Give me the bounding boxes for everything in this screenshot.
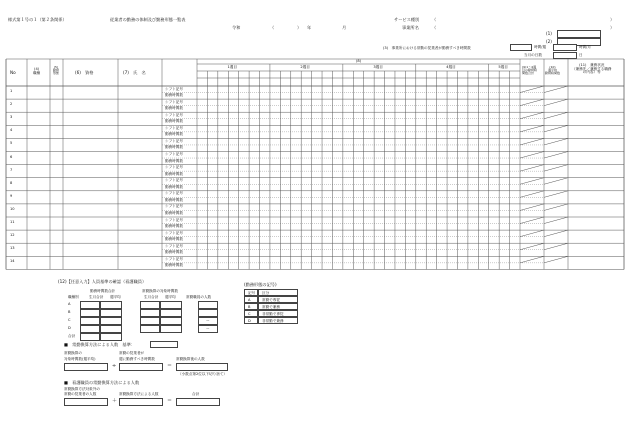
code-division: 非常勤で専従 xyxy=(262,311,284,316)
service-type-close: ） xyxy=(610,17,615,22)
row-number: 1 xyxy=(10,89,13,93)
year-paren-close: ） xyxy=(297,25,302,30)
work-hours-label: 勤務時間数 xyxy=(165,93,183,98)
shift-code-label: シフト記号 xyxy=(165,243,183,248)
nurse-fte-title: ■ 看護職員の常勤換算方法による人数 xyxy=(64,380,140,385)
shift-code-label: シフト記号 xyxy=(165,230,183,235)
row-number: 8 xyxy=(10,180,13,185)
row-number: 10 xyxy=(10,206,15,211)
shift-code-label: シフト記号 xyxy=(165,256,183,261)
fulltime-count-label: 常勤職員の人数 xyxy=(186,295,212,299)
staff-cell[interactable] xyxy=(140,317,160,325)
work-hours-label: 勤務時間数 xyxy=(165,106,183,111)
service-type-label: サービス種別 xyxy=(394,17,420,22)
work-hours-label: 勤務時間数 xyxy=(165,132,183,137)
staff-row-label: 合計 xyxy=(68,334,76,338)
col-name-header: (7) 氏 名 xyxy=(123,70,146,75)
staff-cell[interactable] xyxy=(100,333,122,341)
hours-sum-label: 勤務時間数合計 xyxy=(90,289,116,293)
week-header-3: 3週目 xyxy=(373,65,383,69)
month-label: 月 xyxy=(342,25,347,30)
code-cell xyxy=(258,310,298,317)
col-9-header: (9)1～4週 目の勤務時 間数合計 xyxy=(522,65,538,75)
code-cell xyxy=(244,296,258,303)
col-8-header: (8) xyxy=(356,59,362,63)
office-name-close: ） xyxy=(610,25,615,30)
nf-a-label-2: 常勤の従業者の人数 xyxy=(64,392,97,396)
fte-b-input[interactable] xyxy=(119,363,163,371)
shift-code-label: シフト記号 xyxy=(165,217,183,222)
gen-sum-label-2: 生月合計 xyxy=(144,295,159,299)
col-10-header: (10) 週平均 勤務時間数 xyxy=(545,65,561,75)
staff-cell[interactable] xyxy=(80,317,100,325)
staff-row-label: B xyxy=(68,310,71,314)
work-hours-label: 勤務時間数 xyxy=(165,158,183,163)
week-header-2: 2週目 xyxy=(300,65,310,69)
col-worktype-header: (5) 勤務 形態 xyxy=(53,65,60,75)
staff-row-label: D xyxy=(68,326,71,330)
shift-code-label: シフト記号 xyxy=(165,112,183,117)
code-symbol: C xyxy=(248,311,251,316)
code-symbol: D xyxy=(248,318,251,323)
shift-code-label: シフト記号 xyxy=(165,191,183,196)
staff-cell xyxy=(198,325,218,333)
gen-sum-label: 生月合計 xyxy=(89,295,104,299)
days-unit: 日 xyxy=(579,53,583,57)
row-number: 13 xyxy=(10,246,15,251)
shift-code-label: シフト記号 xyxy=(165,86,183,91)
staff-cell[interactable] xyxy=(80,325,100,333)
equals-sign-2: ＝ xyxy=(167,398,173,404)
dash-mark: ー xyxy=(206,319,210,323)
nf-b-input[interactable] xyxy=(119,398,163,406)
code-cell xyxy=(244,317,258,324)
dash-mark: ー xyxy=(206,327,210,331)
row-number: 4 xyxy=(10,128,13,133)
col-license-header: (6) 資格 xyxy=(75,70,94,75)
plus-sign: ＋ xyxy=(112,398,118,404)
staff-cell[interactable] xyxy=(198,309,218,317)
code-symbol: B xyxy=(248,304,251,309)
staff-cell[interactable] xyxy=(140,325,160,333)
field-3-label: (3) 事業所における常勤の従業者が勤務すべき時間数 xyxy=(383,46,471,50)
service-type-open: （ xyxy=(432,17,437,22)
staff-cell[interactable] xyxy=(198,301,218,309)
code-division: 非常勤で兼務 xyxy=(262,318,284,323)
fte-standard-input[interactable] xyxy=(150,341,178,348)
week-header-5: 5週目 xyxy=(498,65,508,69)
staff-cell xyxy=(198,317,218,325)
week-header-4: 4週目 xyxy=(446,65,456,69)
row-number: 2 xyxy=(10,102,13,107)
shift-code-label: シフト記号 xyxy=(165,165,183,170)
nf-a-input[interactable] xyxy=(64,398,108,406)
field-2-label: (2) xyxy=(546,39,552,44)
col-11-header: (11) 兼務状況 （兼務先／兼務する職務 の内容）等 xyxy=(572,63,612,75)
staff-cell[interactable] xyxy=(160,317,182,325)
shift-code-label: シフト記号 xyxy=(165,138,183,143)
nf-b-label: 常勤換算方法による人数 xyxy=(119,392,159,396)
staff-cell[interactable] xyxy=(100,317,122,325)
year-paren-open: （ xyxy=(270,25,275,30)
divide-sign: ÷ xyxy=(112,363,117,369)
per-month-unit: 時間/月 xyxy=(579,45,591,49)
col-job-header: (4) 職種 xyxy=(33,67,41,75)
code-header-cell xyxy=(258,289,298,296)
work-hours-label: 勤務時間数 xyxy=(165,263,183,268)
work-hours-label: 勤務時間数 xyxy=(165,184,183,189)
code-symbol: A xyxy=(248,297,251,302)
staff-cell[interactable] xyxy=(100,301,122,309)
fte-b-label-2: 週に勤務すべき時間数 xyxy=(119,357,155,361)
row-number: 14 xyxy=(10,259,15,264)
nf-c-output xyxy=(176,398,220,406)
shift-code-label: シフト記号 xyxy=(165,204,183,209)
work-hours-label: 勤務時間数 xyxy=(165,210,183,215)
work-hours-label: 勤務時間数 xyxy=(165,197,183,202)
row-number: 5 xyxy=(10,141,13,146)
fte-a-label-2: 対象時間数(週平均) xyxy=(64,357,96,361)
code-division: 常勤で兼務 xyxy=(262,304,280,309)
staff-cell[interactable] xyxy=(80,301,100,309)
fte-title: ■ 常勤換算方法による人数 基準： xyxy=(64,342,135,347)
work-hours-label: 勤務時間数 xyxy=(165,119,183,124)
work-hours-label: 勤務時間数 xyxy=(165,224,183,229)
shift-code-label: シフト記号 xyxy=(165,178,183,183)
staff-cell[interactable] xyxy=(160,301,182,309)
code-cell xyxy=(244,310,258,317)
staff-row-label: C xyxy=(68,318,71,322)
fte-b-label: 常勤の従業者が xyxy=(119,351,145,355)
code-header-text: 記号 xyxy=(248,290,256,295)
shift-code-label: シフト記号 xyxy=(165,152,183,156)
shift-code-label: シフト記号 xyxy=(165,99,183,104)
staff-cell[interactable] xyxy=(160,325,182,333)
reiwa-label: 令和 xyxy=(232,25,241,30)
work-hours-label: 勤務時間数 xyxy=(165,171,183,176)
row-number: 11 xyxy=(10,220,15,224)
job-label: 職種別 xyxy=(68,295,79,299)
row-number: 6 xyxy=(10,154,13,159)
fte-a-label: 常勤換算の xyxy=(64,351,82,355)
week-avg-label: 週平均 xyxy=(110,295,121,299)
no-header: No xyxy=(10,70,16,75)
work-hours-label: 勤務時間数 xyxy=(165,145,183,150)
year-label: 年 xyxy=(307,25,312,30)
code-cell xyxy=(258,303,298,310)
row-number: 7 xyxy=(10,167,13,172)
code-division: 常勤で専従 xyxy=(262,297,280,302)
week-avg-label-2: 週平均 xyxy=(165,295,176,299)
fte-note: （小数点第2位以下切り捨て） xyxy=(178,372,228,376)
row-number: 12 xyxy=(10,233,15,238)
office-name-label: 事業所名 xyxy=(402,25,419,30)
form-id: 様式第１号の１（第２条関係） xyxy=(8,17,67,22)
office-name-open: （ xyxy=(432,25,437,30)
shift-code-label: シフト記号 xyxy=(165,125,183,130)
days-label: 当月の日数 xyxy=(524,53,542,57)
nf-c-label: 合計 xyxy=(192,392,200,396)
fte-c-output xyxy=(176,363,228,371)
page-title: 従業者の勤務の体制及び勤務形態一覧表 xyxy=(110,17,186,22)
staff-cell[interactable] xyxy=(80,309,100,317)
row-number: 9 xyxy=(10,193,13,198)
code-cell xyxy=(258,317,298,324)
row-number: 3 xyxy=(10,115,13,120)
equals-sign: ＝ xyxy=(167,363,173,369)
code-header-cell xyxy=(244,289,258,296)
work-hours-label: 勤務時間数 xyxy=(165,237,183,242)
fulltime-equiv-label: 常勤換算の対象時間数 xyxy=(142,289,178,293)
staff-cell[interactable] xyxy=(80,333,100,341)
staffing-check-title: (12)【任意入力】人員基準の確認（看護職員） xyxy=(58,279,147,284)
fte-c-label: 常勤換算後の人数 xyxy=(176,357,205,361)
field-1-label: (1) xyxy=(546,31,552,36)
staff-cell[interactable] xyxy=(100,309,122,317)
code-title: (勤務形態の記号) xyxy=(244,282,277,287)
work-hours-label: 勤務時間数 xyxy=(165,250,183,255)
staff-cell[interactable] xyxy=(140,309,160,317)
staff-cell[interactable] xyxy=(160,309,182,317)
per-week-unit: 時間/週 xyxy=(534,45,546,49)
staff-cell[interactable] xyxy=(100,325,122,333)
staff-cell[interactable] xyxy=(140,301,160,309)
fte-a-input[interactable] xyxy=(64,363,108,371)
code-cell xyxy=(244,303,258,310)
staff-row-label: A xyxy=(68,302,71,306)
nf-a-label: 常勤換算方法対象外の xyxy=(64,387,100,391)
week-header-1: 1週目 xyxy=(227,65,237,69)
code-header-text: 区分 xyxy=(262,290,270,295)
code-cell xyxy=(258,296,298,303)
